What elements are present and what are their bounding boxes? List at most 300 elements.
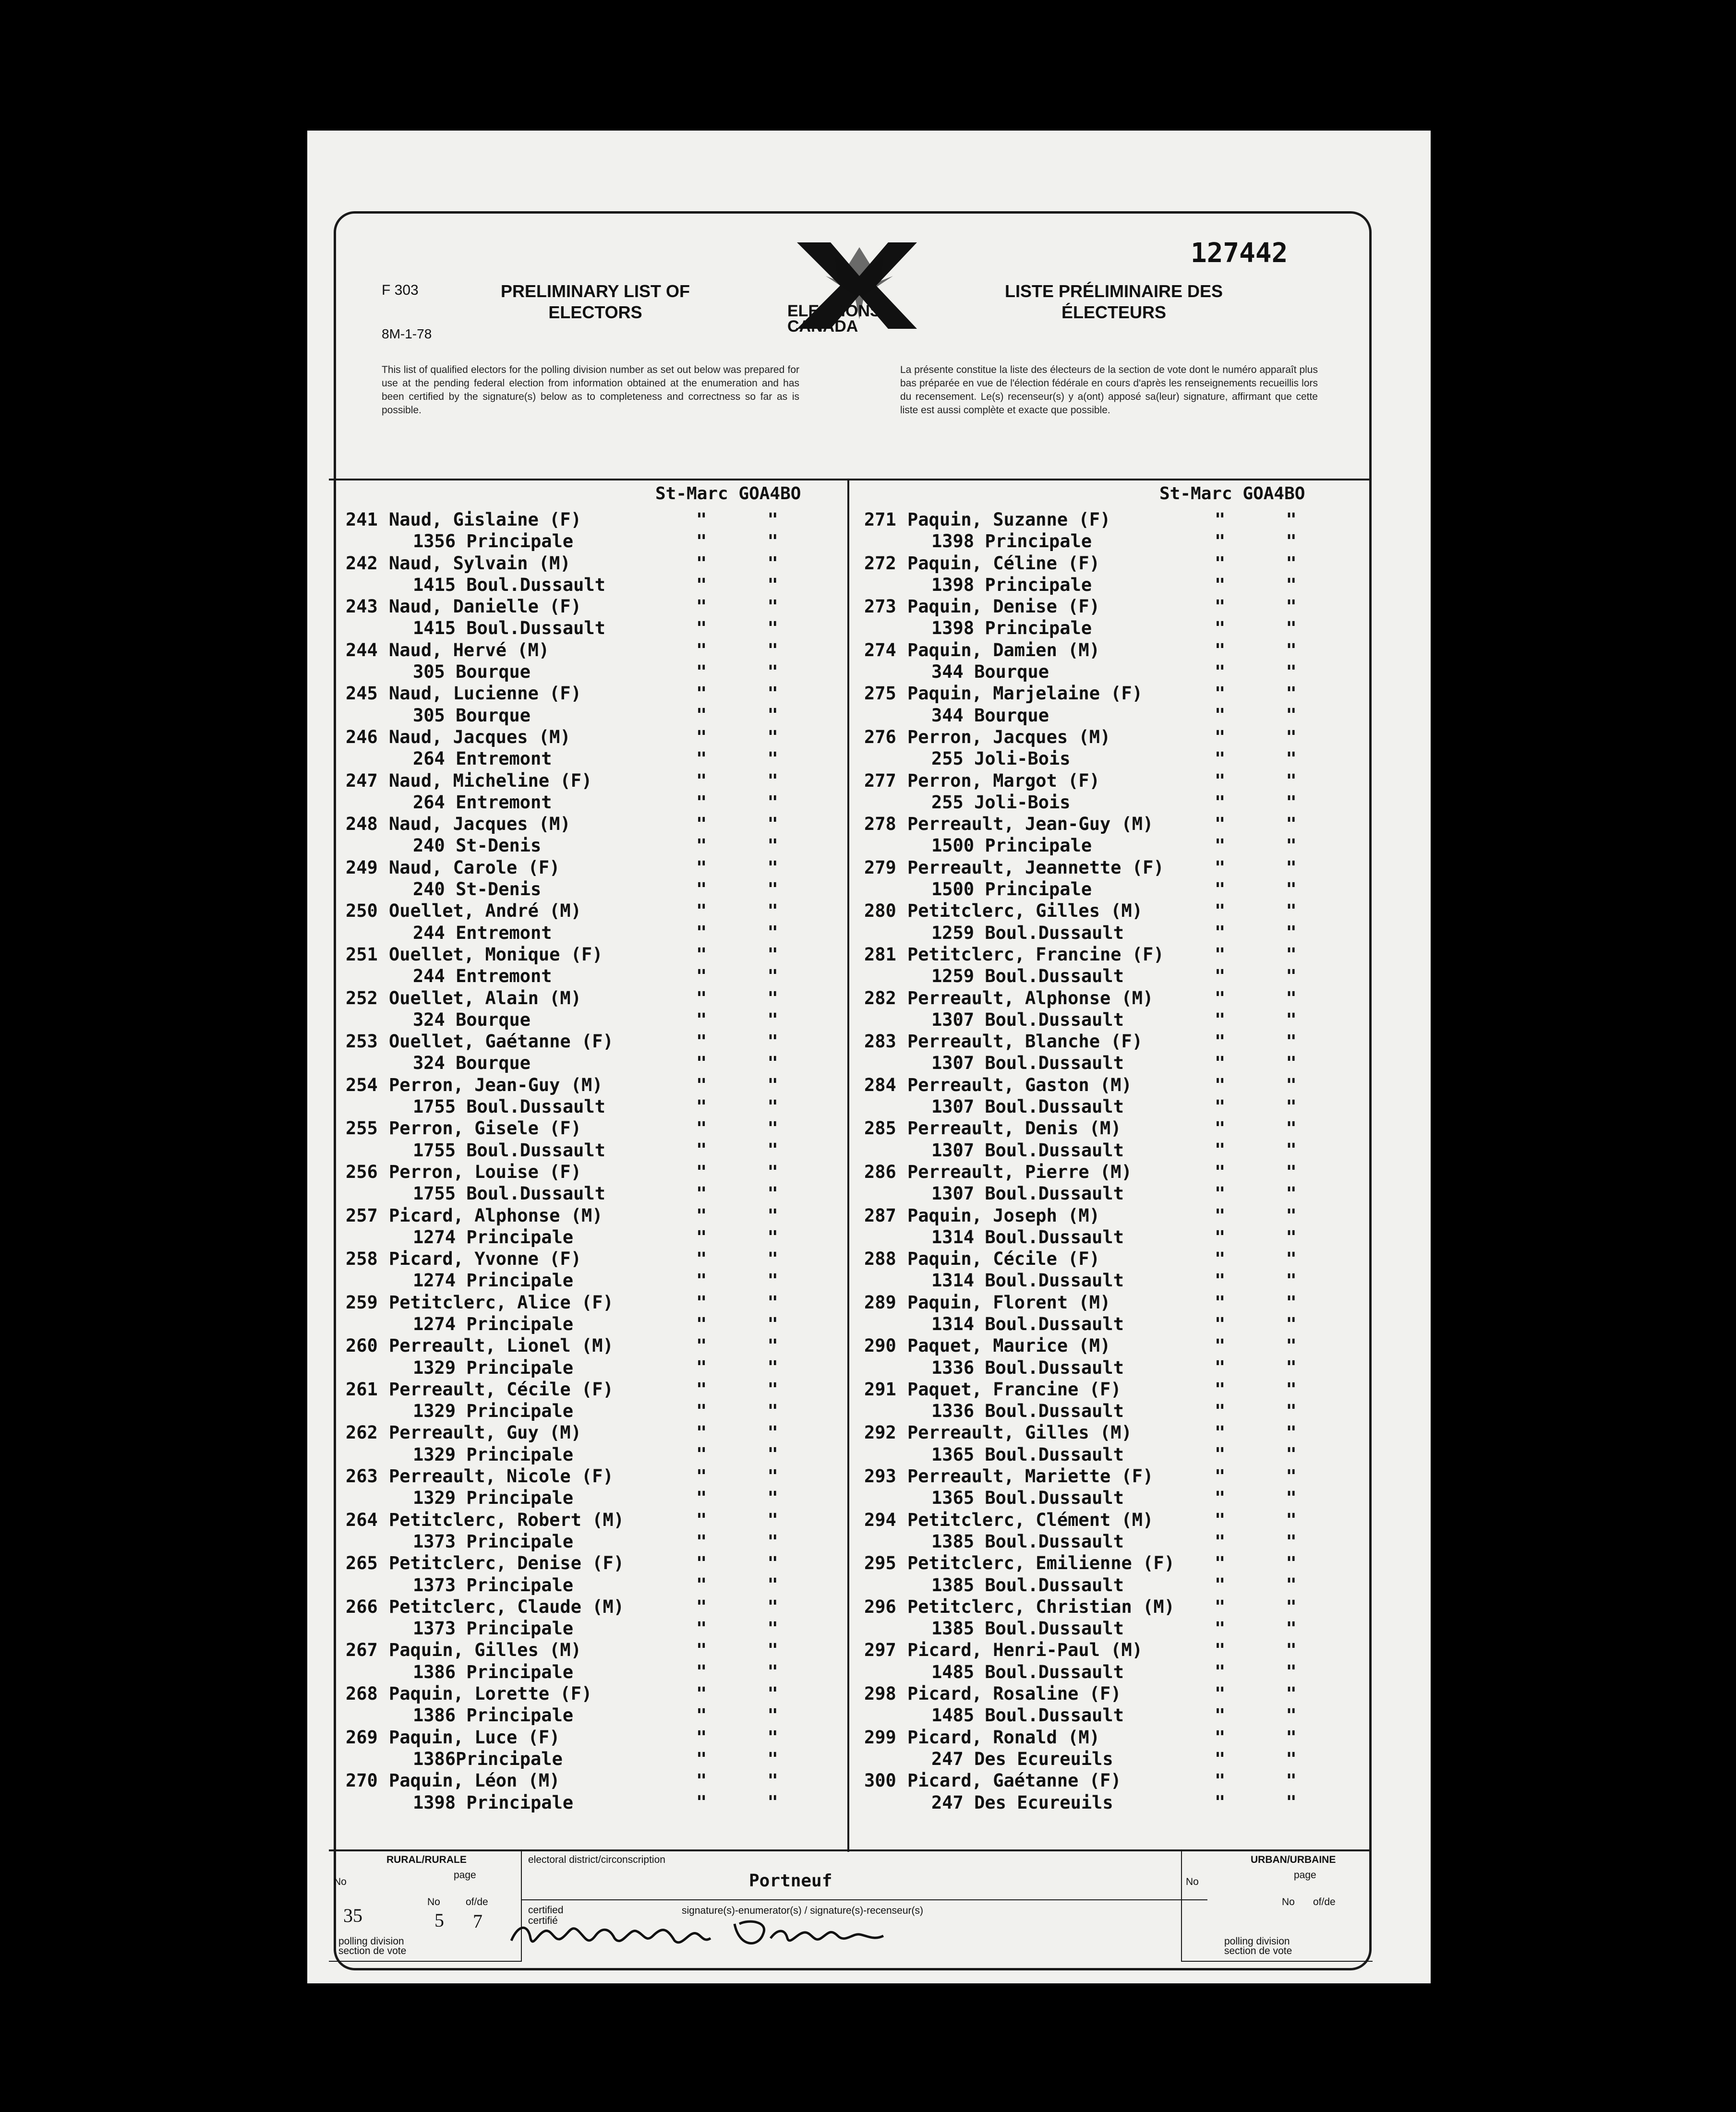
elector-number: 275 xyxy=(864,683,896,704)
elector-number: 256 xyxy=(346,1161,378,1182)
elector-entry xyxy=(346,857,803,900)
elector-entry xyxy=(346,770,803,814)
elector-name: Paquet, Maurice (M) xyxy=(907,1335,1111,1356)
elector-address: 1415 Boul.Dussault xyxy=(413,574,605,595)
ditto-marks: " " xyxy=(1215,1096,1322,1117)
elector-entry xyxy=(346,813,803,857)
ditto-marks: " " xyxy=(696,748,803,769)
ditto-marks: " " xyxy=(1215,748,1322,769)
elector-entry xyxy=(346,1509,803,1553)
elector-name: Picard, Ronald (M) xyxy=(907,1727,1100,1748)
elector-address: 1755 Boul.Dussault xyxy=(413,1096,605,1117)
ditto-marks: " " xyxy=(696,1466,803,1487)
ditto-marks: " " xyxy=(696,1683,803,1704)
elector-name: Naud, Sylvain (M) xyxy=(389,552,571,574)
elector-entry xyxy=(346,1770,803,1813)
elector-number: 248 xyxy=(346,814,378,835)
ditto-marks: " " xyxy=(696,705,803,726)
elector-address: 1398 Principale xyxy=(931,618,1092,639)
elector-name: Paquet, Francine (F) xyxy=(907,1379,1121,1400)
ditto-marks: " " xyxy=(1215,1553,1322,1574)
elector-entry xyxy=(346,1422,803,1465)
ditto-marks: " " xyxy=(696,1226,803,1248)
elector-address: 1485 Boul.Dussault xyxy=(931,1661,1124,1682)
elector-number: 255 xyxy=(346,1118,378,1139)
elector-address: 1329 Principale xyxy=(413,1488,574,1509)
ditto-marks: " " xyxy=(696,1270,803,1291)
elector-entry xyxy=(864,1552,1322,1596)
elector-address: 1386 Principale xyxy=(413,1705,574,1726)
elector-name: Paquin, Florent (M) xyxy=(907,1292,1111,1313)
elector-address: 1307 Boul.Dussault xyxy=(931,1009,1124,1030)
ditto-marks: " " xyxy=(696,1488,803,1509)
ditto-marks: " " xyxy=(1215,1270,1322,1291)
elector-name: Perreault, Nicole (F) xyxy=(389,1466,614,1487)
title-french: LISTE PRÉLIMINAIRE DES ÉLECTEURS xyxy=(1004,281,1223,322)
elector-name: Petitclerc, Claude (M) xyxy=(389,1596,625,1617)
rural-page-no-label: No xyxy=(427,1896,440,1908)
elector-number: 271 xyxy=(864,509,896,530)
elector-entry xyxy=(864,1292,1322,1335)
ditto-marks: " " xyxy=(696,965,803,986)
elector-number: 298 xyxy=(864,1683,896,1704)
elector-address: 240 St-Denis xyxy=(413,835,542,856)
elector-number: 279 xyxy=(864,857,896,878)
ditto-marks: " " xyxy=(696,900,803,922)
elector-entry xyxy=(346,900,803,944)
elector-entry xyxy=(864,900,1322,944)
ditto-marks: " " xyxy=(1215,900,1322,922)
elector-entry xyxy=(346,1117,803,1161)
elector-number: 269 xyxy=(346,1727,378,1748)
form-date: 8M-1-78 xyxy=(382,326,432,341)
elector-name: Perron, Margot (F) xyxy=(907,770,1100,791)
elector-number: 254 xyxy=(346,1074,378,1095)
elector-name: Perron, Gisele (F) xyxy=(389,1118,581,1139)
elector-address: 1259 Boul.Dussault xyxy=(931,966,1124,987)
elector-name: Picard, Henri-Paul (M) xyxy=(907,1640,1143,1661)
elector-name: Petitclerc, Denise (F) xyxy=(389,1553,625,1574)
elector-number: 286 xyxy=(864,1161,896,1182)
elector-entry xyxy=(864,509,1322,552)
ditto-marks: " " xyxy=(1215,1248,1322,1270)
elector-name: Naud, Jacques (M) xyxy=(389,814,571,835)
elector-name: Naud, Hervé (M) xyxy=(389,639,550,660)
ditto-marks: " " xyxy=(1215,1596,1322,1617)
elector-number: 293 xyxy=(864,1466,896,1487)
elector-number: 299 xyxy=(864,1727,896,1748)
elector-entry xyxy=(346,726,803,770)
ditto-marks: " " xyxy=(696,1509,803,1530)
elector-name: Ouellet, André (M) xyxy=(389,900,581,922)
elector-name: Perreault, Mariette (F) xyxy=(907,1466,1154,1487)
elector-address: 344 Bourque xyxy=(931,661,1049,683)
elector-name: Ouellet, Gaétanne (F) xyxy=(389,1031,614,1052)
elector-address: 1386Principale xyxy=(413,1748,563,1769)
elector-number: 262 xyxy=(346,1422,378,1443)
urban-page-no-label: No xyxy=(1282,1896,1295,1908)
elector-address: 1314 Boul.Dussault xyxy=(931,1313,1124,1334)
locality-right: St-Marc GOA4BO xyxy=(1159,484,1305,504)
elector-address: 1307 Boul.Dussault xyxy=(931,1053,1124,1074)
elector-entry xyxy=(864,857,1322,900)
elector-address: 1329 Principale xyxy=(413,1357,574,1378)
ditto-marks: " " xyxy=(1215,639,1322,660)
elector-name: Petitclerc, Christian (M) xyxy=(907,1596,1175,1617)
elector-address: 1314 Boul.Dussault xyxy=(931,1270,1124,1291)
ditto-marks: " " xyxy=(1215,1748,1322,1769)
elector-name: Paquin, Céline (F) xyxy=(907,552,1100,574)
ditto-marks: " " xyxy=(696,1770,803,1791)
elector-name: Picard, Gaétanne (F) xyxy=(907,1770,1121,1791)
elector-entry xyxy=(864,726,1322,770)
ditto-marks: " " xyxy=(1215,596,1322,617)
ditto-marks: " " xyxy=(1215,705,1322,726)
elector-name: Paquin, Luce (F) xyxy=(389,1727,560,1748)
elector-address: 1274 Principale xyxy=(413,1226,574,1248)
ditto-marks: " " xyxy=(1215,1488,1322,1509)
elector-name: Perreault, Pierre (M) xyxy=(907,1161,1132,1182)
elector-address: 1373 Principale xyxy=(413,1574,574,1596)
elector-name: Perreault, Denis (M) xyxy=(907,1118,1121,1139)
elector-number: 277 xyxy=(864,770,896,791)
elector-entry xyxy=(864,813,1322,857)
ditto-marks: " " xyxy=(1215,1009,1322,1030)
elector-address: 1386 Principale xyxy=(413,1661,574,1682)
elector-entry xyxy=(864,1639,1322,1683)
elector-number: 295 xyxy=(864,1553,896,1574)
ditto-marks: " " xyxy=(1215,1574,1322,1596)
urban-page-label: page xyxy=(1294,1870,1316,1881)
elector-number: 257 xyxy=(346,1205,378,1226)
elector-entry xyxy=(864,1205,1322,1248)
enumerator-signature xyxy=(509,1914,903,1953)
elector-entry xyxy=(346,1335,803,1379)
elector-entry xyxy=(346,683,803,726)
ditto-marks: " " xyxy=(696,878,803,900)
elector-address: 1398 Principale xyxy=(413,1792,574,1813)
ditto-marks: " " xyxy=(1215,1053,1322,1074)
ditto-marks: " " xyxy=(1215,857,1322,878)
ditto-marks: " " xyxy=(1215,552,1322,574)
elector-name: Naud, Danielle (F) xyxy=(389,596,581,617)
elector-entry xyxy=(864,552,1322,596)
elector-number: 288 xyxy=(864,1248,896,1270)
ditto-marks: " " xyxy=(1215,1074,1322,1095)
elector-name: Naud, Micheline (F) xyxy=(389,770,592,791)
elector-entry xyxy=(864,596,1322,639)
ditto-marks: " " xyxy=(1215,574,1322,595)
ditto-marks: " " xyxy=(1215,1335,1322,1356)
elector-name: Perreault, Alphonse (M) xyxy=(907,987,1154,1008)
elector-number: 300 xyxy=(864,1770,896,1791)
ditto-marks: " " xyxy=(1215,1466,1322,1487)
ditto-marks: " " xyxy=(1215,792,1322,813)
elector-number: 296 xyxy=(864,1596,896,1617)
elector-entry xyxy=(346,1639,803,1683)
elector-name: Perron, Jacques (M) xyxy=(907,726,1111,747)
elector-number: 270 xyxy=(346,1770,378,1791)
ditto-marks: " " xyxy=(696,1313,803,1334)
ditto-marks: " " xyxy=(696,792,803,813)
elector-entry xyxy=(346,509,803,552)
ditto-marks: " " xyxy=(696,1379,803,1400)
elector-address: 324 Bourque xyxy=(413,1053,531,1074)
elector-number: 242 xyxy=(346,552,378,574)
ditto-marks: " " xyxy=(696,1074,803,1095)
ditto-marks: " " xyxy=(1215,1313,1322,1334)
ditto-marks: " " xyxy=(1215,1140,1322,1161)
ditto-marks: " " xyxy=(696,1422,803,1443)
elector-name: Petitclerc, Francine (F) xyxy=(907,944,1164,965)
elector-address: 1500 Principale xyxy=(931,835,1092,856)
ditto-marks: " " xyxy=(1215,1400,1322,1421)
elector-address: 1398 Principale xyxy=(931,531,1092,552)
elector-address: 1485 Boul.Dussault xyxy=(931,1705,1124,1726)
ditto-marks: " " xyxy=(696,661,803,682)
elector-address: 1336 Boul.Dussault xyxy=(931,1401,1124,1422)
ditto-marks: " " xyxy=(1215,878,1322,900)
elector-entry xyxy=(346,1465,803,1509)
elector-address: 305 Bourque xyxy=(413,705,531,726)
ditto-marks: " " xyxy=(1215,922,1322,943)
elector-name: Paquin, Joseph (M) xyxy=(907,1205,1100,1226)
elector-entry xyxy=(864,1074,1322,1118)
elector-address: 1274 Principale xyxy=(413,1270,574,1291)
elector-entry xyxy=(864,1509,1322,1553)
ditto-marks: " " xyxy=(1215,987,1322,1008)
ditto-marks: " " xyxy=(696,1444,803,1465)
ditto-marks: " " xyxy=(696,531,803,552)
elector-address: 1314 Boul.Dussault xyxy=(931,1226,1124,1248)
elector-entry xyxy=(346,1552,803,1596)
locality-left: St-Marc GOA4BO xyxy=(655,484,801,504)
elector-number: 245 xyxy=(346,683,378,704)
ditto-marks: " " xyxy=(1215,531,1322,552)
ditto-marks: " " xyxy=(1215,1444,1322,1465)
ditto-marks: " " xyxy=(696,1400,803,1421)
elector-name: Perron, Jean-Guy (M) xyxy=(389,1074,603,1095)
ditto-marks: " " xyxy=(696,1140,803,1161)
elector-number: 266 xyxy=(346,1596,378,1617)
urban-no-label: No xyxy=(1186,1876,1199,1887)
elector-number: 250 xyxy=(346,900,378,922)
elector-address: 1755 Boul.Dussault xyxy=(413,1140,605,1161)
ditto-marks: " " xyxy=(1215,1422,1322,1443)
elector-name: Perreault, Blanche (F) xyxy=(907,1031,1143,1052)
elector-name: Picard, Alphonse (M) xyxy=(389,1205,603,1226)
logo-line-canada: CANADA xyxy=(787,317,858,336)
elector-address: 1307 Boul.Dussault xyxy=(931,1183,1124,1204)
elector-address: 1307 Boul.Dussault xyxy=(931,1140,1124,1161)
elector-number: 241 xyxy=(346,509,378,530)
elector-number: 264 xyxy=(346,1509,378,1530)
ditto-marks: " " xyxy=(1215,835,1322,856)
elector-number: 289 xyxy=(864,1292,896,1313)
ditto-marks: " " xyxy=(696,1205,803,1226)
ditto-marks: " " xyxy=(696,770,803,791)
elector-number: 258 xyxy=(346,1248,378,1270)
ditto-marks: " " xyxy=(1215,618,1322,639)
elector-entry xyxy=(346,1596,803,1640)
elector-entry xyxy=(346,944,803,987)
ditto-marks: " " xyxy=(1215,1292,1322,1313)
elector-entry xyxy=(864,944,1322,987)
ditto-marks: " " xyxy=(1215,814,1322,835)
elector-number: 287 xyxy=(864,1205,896,1226)
elector-entry xyxy=(346,987,803,1031)
electors-list-left xyxy=(346,509,803,1813)
elector-number: 247 xyxy=(346,770,378,791)
elector-number: 283 xyxy=(864,1031,896,1052)
elector-entry xyxy=(864,1335,1322,1379)
page-number: 5 xyxy=(434,1909,444,1931)
elector-entry xyxy=(864,1379,1322,1422)
ditto-marks: " " xyxy=(696,574,803,595)
elector-name: Naud, Jacques (M) xyxy=(389,726,571,747)
elector-address: 324 Bourque xyxy=(413,1009,531,1030)
ditto-marks: " " xyxy=(696,1357,803,1378)
elector-entry xyxy=(864,1683,1322,1727)
elector-address: 1259 Boul.Dussault xyxy=(931,922,1124,943)
polling-division-number: 35 xyxy=(343,1905,362,1926)
elector-entry xyxy=(346,1161,803,1205)
ditto-marks: " " xyxy=(696,1248,803,1270)
elector-name: Petitclerc, Robert (M) xyxy=(389,1509,625,1530)
ditto-marks: " " xyxy=(696,987,803,1008)
ditto-marks: " " xyxy=(1215,1161,1322,1182)
ditto-marks: " " xyxy=(696,1183,803,1204)
elector-address: 244 Entremont xyxy=(413,922,552,943)
elector-name: Petitclerc, Clément (M) xyxy=(907,1509,1154,1530)
elector-entry xyxy=(346,552,803,596)
ditto-marks: " " xyxy=(696,1705,803,1726)
elector-number: 268 xyxy=(346,1683,378,1704)
ditto-marks: " " xyxy=(696,1292,803,1313)
elector-entry xyxy=(346,1031,803,1074)
ditto-marks: " " xyxy=(1215,509,1322,530)
ditto-marks: " " xyxy=(696,1748,803,1769)
elector-entry xyxy=(346,1074,803,1118)
ditto-marks: " " xyxy=(1215,1031,1322,1052)
ditto-marks: " " xyxy=(696,1574,803,1596)
certified-label: certified certifié xyxy=(528,1905,564,1926)
elector-address: 1356 Principale xyxy=(413,531,574,552)
ditto-marks: " " xyxy=(1215,1705,1322,1726)
ditto-marks: " " xyxy=(1215,1683,1322,1704)
elector-number: 261 xyxy=(346,1379,378,1400)
ditto-marks: " " xyxy=(696,814,803,835)
ditto-marks: " " xyxy=(696,1161,803,1182)
elector-entry xyxy=(346,1248,803,1292)
elector-name: Perreault, Guy (M) xyxy=(389,1422,581,1443)
elector-entry xyxy=(864,1727,1322,1770)
elector-address: 255 Joli-Bois xyxy=(931,792,1071,813)
elector-name: Perreault, Gilles (M) xyxy=(907,1422,1132,1443)
elector-name: Paquin, Marjelaine (F) xyxy=(907,683,1143,704)
elector-entry xyxy=(346,1683,803,1727)
elector-name: Petitclerc, Alice (F) xyxy=(389,1292,614,1313)
ditto-marks: " " xyxy=(1215,661,1322,682)
elector-entry xyxy=(864,1596,1322,1640)
elector-number: 281 xyxy=(864,944,896,965)
elector-name: Petitclerc, Gilles (M) xyxy=(907,900,1143,922)
elector-entry xyxy=(346,1727,803,1770)
ditto-marks: " " xyxy=(696,726,803,747)
ditto-marks: " " xyxy=(696,1596,803,1617)
elector-name: Picard, Rosaline (F) xyxy=(907,1683,1121,1704)
ditto-marks: " " xyxy=(1215,1357,1322,1378)
urban-of-label: of/de xyxy=(1313,1896,1336,1908)
elector-name: Paquin, Cécile (F) xyxy=(907,1248,1100,1270)
ditto-marks: " " xyxy=(1215,1379,1322,1400)
elector-address: 264 Entremont xyxy=(413,748,552,769)
elector-entry xyxy=(864,987,1322,1031)
elector-name: Paquin, Suzanne (F) xyxy=(907,509,1111,530)
elector-number: 267 xyxy=(346,1640,378,1661)
rural-no-label: No xyxy=(334,1876,347,1887)
elector-address: 1373 Principale xyxy=(413,1531,574,1552)
elector-address: 1415 Boul.Dussault xyxy=(413,618,605,639)
elector-name: Petitclerc, Emilienne (F) xyxy=(907,1553,1175,1574)
intro-english: This list of qualified electors for the polling division number as set out below was prepared for use at the pending federal election from information obtained at the enumeration and has been certified by the signature(s) below as to completeness and correctness so far as is possible. xyxy=(382,364,799,416)
ditto-marks: " " xyxy=(696,944,803,965)
elector-number: 276 xyxy=(864,726,896,747)
elector-address: 305 Bourque xyxy=(413,661,531,683)
elector-entry xyxy=(346,639,803,683)
elector-address: 1500 Principale xyxy=(931,879,1092,900)
elector-address: 1329 Principale xyxy=(413,1401,574,1422)
ditto-marks: " " xyxy=(696,1661,803,1682)
ditto-marks: " " xyxy=(696,1553,803,1574)
ditto-marks: " " xyxy=(1215,1183,1322,1204)
ditto-marks: " " xyxy=(696,552,803,574)
elector-address: 1373 Principale xyxy=(413,1618,574,1639)
elector-address: 255 Joli-Bois xyxy=(931,748,1071,769)
ditto-marks: " " xyxy=(696,1118,803,1139)
ditto-marks: " " xyxy=(1215,1509,1322,1530)
elector-number: 259 xyxy=(346,1292,378,1313)
ditto-marks: " " xyxy=(696,1792,803,1813)
elector-number: 291 xyxy=(864,1379,896,1400)
elector-entry xyxy=(864,1465,1322,1509)
ditto-marks: " " xyxy=(1215,1640,1322,1661)
ditto-marks: " " xyxy=(696,509,803,530)
elector-address: 1365 Boul.Dussault xyxy=(931,1444,1124,1465)
ditto-marks: " " xyxy=(696,639,803,660)
elector-number: 251 xyxy=(346,944,378,965)
elector-entry xyxy=(346,1205,803,1248)
elector-number: 272 xyxy=(864,552,896,574)
elector-name: Naud, Lucienne (F) xyxy=(389,683,581,704)
rural-of-label: of/de xyxy=(466,1896,488,1908)
ditto-marks: " " xyxy=(696,922,803,943)
elector-address: 1307 Boul.Dussault xyxy=(931,1096,1124,1117)
form-number: F 303 xyxy=(382,282,419,298)
elector-number: 294 xyxy=(864,1509,896,1530)
serial-number: 127442 xyxy=(1191,238,1288,269)
elector-name: Perreault, Jeannette (F) xyxy=(907,857,1164,878)
rural-page-label: page xyxy=(454,1870,476,1881)
ditto-marks: " " xyxy=(1215,1118,1322,1139)
elector-entry xyxy=(864,1161,1322,1205)
elector-entry xyxy=(346,596,803,639)
elector-address: 1385 Boul.Dussault xyxy=(931,1574,1124,1596)
elector-address: 1398 Principale xyxy=(931,574,1092,595)
elector-number: 246 xyxy=(346,726,378,747)
elector-number: 290 xyxy=(864,1335,896,1356)
elector-address: 1274 Principale xyxy=(413,1313,574,1334)
